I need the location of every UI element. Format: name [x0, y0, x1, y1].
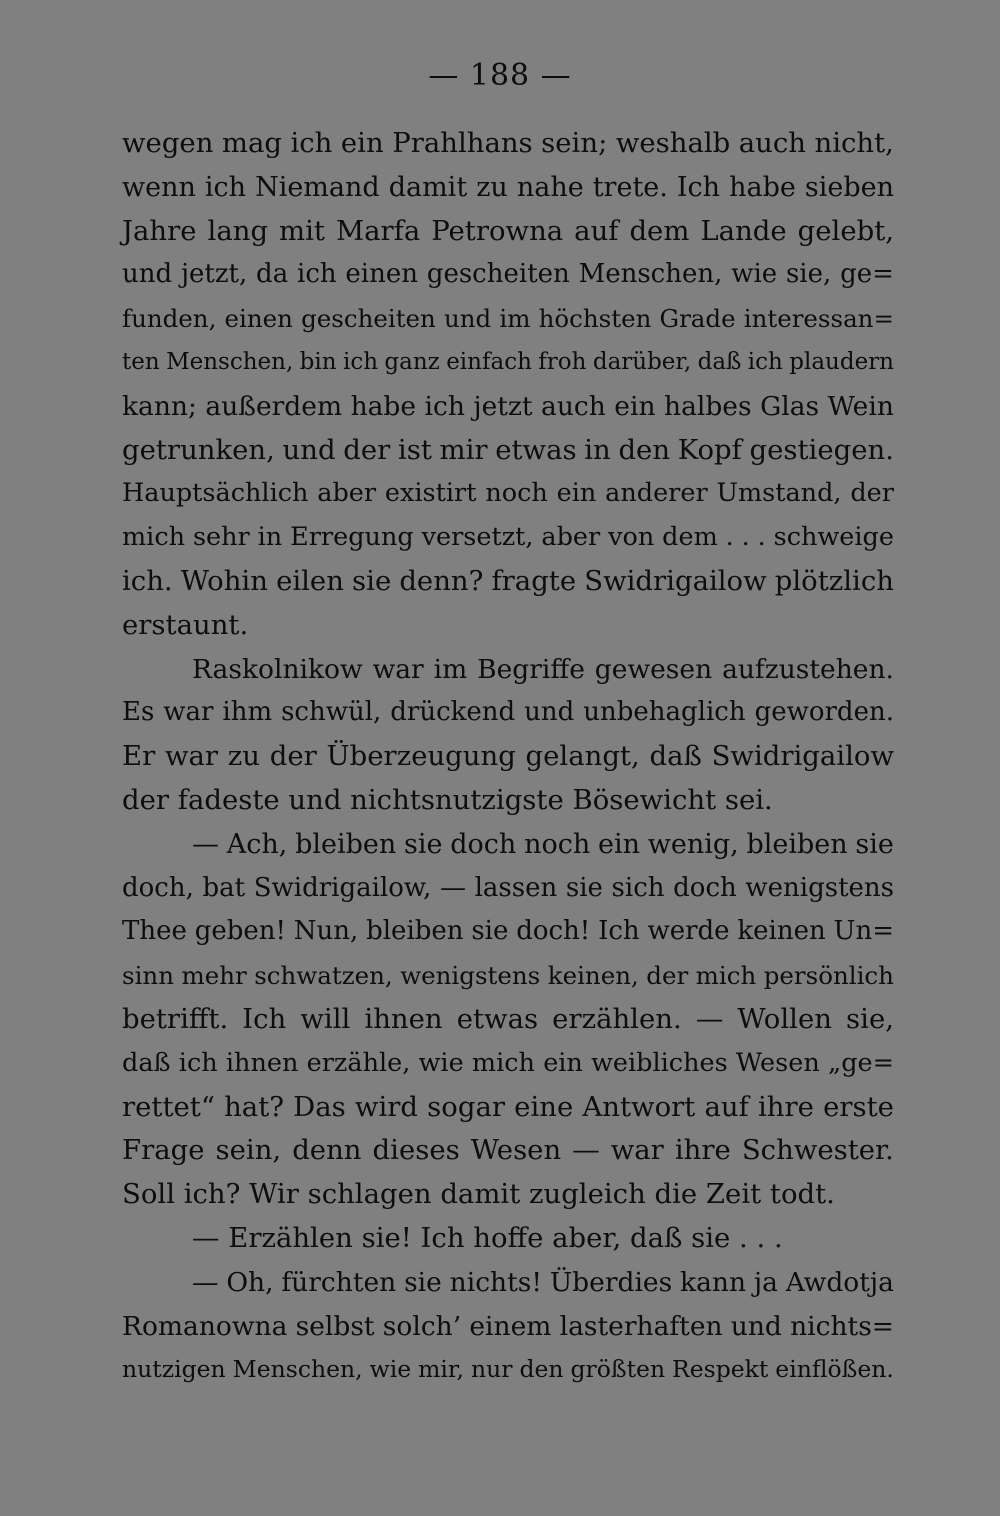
word: ich: [424, 390, 465, 422]
text-line: [122, 1129, 894, 1173]
word: ge=: [840, 259, 894, 290]
text-line: [122, 691, 894, 735]
word: zu: [476, 171, 508, 203]
word: sogar: [427, 1090, 505, 1123]
word: eilen: [276, 564, 344, 597]
word: nahe: [516, 171, 584, 203]
word: ihre: [757, 1090, 814, 1123]
word: größten: [570, 1355, 666, 1384]
word: Thee: [122, 916, 187, 947]
word: gelebt,: [797, 214, 894, 247]
word: denn?: [399, 564, 484, 597]
word: —: [192, 828, 219, 860]
word: mir: [439, 433, 488, 466]
word: ein: [614, 390, 656, 422]
word: hat?: [224, 1090, 284, 1123]
word: auch: [541, 390, 606, 422]
word: Swidrigailow: [711, 740, 894, 773]
text-line: [122, 1086, 894, 1130]
word: und: [524, 697, 575, 728]
text-line: [122, 1261, 894, 1305]
word: Wollen: [737, 1002, 832, 1035]
word: wie: [731, 259, 778, 290]
word: weibliches: [591, 1047, 728, 1078]
word: aber: [541, 522, 601, 553]
word: daß: [649, 740, 702, 773]
word: war: [164, 740, 219, 773]
word: jetzt,: [180, 259, 248, 290]
word: —: [572, 1134, 600, 1167]
text-line: der fadeste und nichtsnutzigste Bösewicht sei.: [122, 783, 773, 816]
word: anderer: [605, 478, 708, 509]
word: keinen: [737, 916, 826, 947]
word: gescheiten: [301, 304, 436, 334]
text-line: [122, 385, 894, 429]
word: ihre: [674, 1134, 731, 1167]
text-line: [122, 823, 894, 867]
word: einfach: [446, 348, 532, 375]
word: aufzustehen.: [722, 653, 894, 685]
word: ich.: [122, 564, 173, 597]
word: noch: [485, 478, 548, 509]
word: —: [695, 1002, 724, 1035]
word: Niemand: [255, 171, 380, 203]
body-text: [122, 122, 894, 1392]
text-line: [122, 516, 894, 560]
word: erzählen.: [552, 1002, 682, 1035]
word: Frage: [122, 1134, 205, 1167]
word: ihnen: [225, 1047, 299, 1078]
word: Überdies: [549, 1266, 673, 1298]
word: bleiben: [366, 916, 464, 947]
word: wenigstens: [400, 961, 541, 991]
word: weshalb: [615, 127, 731, 159]
word: geworden.: [754, 697, 894, 728]
word: sie: [855, 828, 894, 860]
word: .: [741, 522, 750, 553]
word: lasterhaften: [559, 1310, 723, 1342]
word: ich: [204, 171, 247, 203]
text-line: [122, 998, 894, 1042]
word: fragte: [491, 564, 577, 597]
word: halbes: [664, 390, 752, 422]
word: Ich: [598, 916, 640, 947]
word: sie: [404, 828, 443, 860]
word: kann;: [122, 390, 197, 422]
word: selbst: [295, 1310, 375, 1342]
text-line: [122, 735, 894, 779]
word: den: [519, 1355, 564, 1384]
word: außerdem: [205, 390, 343, 422]
word: mich: [695, 961, 757, 991]
word: kann: [680, 1266, 747, 1298]
word: sie: [471, 916, 509, 947]
word: mich: [471, 1047, 535, 1078]
word: war: [372, 653, 424, 685]
word: Schwester.: [741, 1134, 894, 1167]
word: ten: [122, 348, 160, 375]
word: Jahre: [122, 214, 197, 247]
word: Erregung: [290, 522, 414, 553]
text-line: [122, 122, 894, 166]
word: Er: [122, 740, 156, 773]
word: auf: [574, 214, 619, 247]
word: und: [443, 304, 492, 334]
word: ich: [178, 1047, 218, 1078]
word: Menschen,: [166, 348, 294, 375]
word: lang: [207, 214, 269, 247]
word: schwül,: [281, 697, 382, 728]
word: bat: [202, 872, 246, 903]
text-line: [122, 253, 894, 297]
word: ja: [753, 1266, 778, 1298]
word: denn: [292, 1134, 362, 1167]
word: habe: [729, 171, 796, 203]
page-number: — 188 —: [428, 58, 572, 93]
word: ich: [290, 127, 333, 159]
word: etwas: [456, 1002, 539, 1035]
word: Das: [293, 1090, 346, 1123]
word: mag: [221, 127, 282, 159]
word: darüber,: [592, 348, 692, 375]
word: Begriffe: [477, 653, 585, 685]
word: nutzigen: [122, 1355, 226, 1384]
word: ich: [297, 259, 337, 290]
word: Respekt: [672, 1355, 769, 1384]
word: und: [122, 259, 173, 290]
word: sie,: [785, 259, 832, 290]
word: sein;: [541, 127, 608, 159]
word: „ge=: [827, 1047, 894, 1078]
word: ihm: [222, 697, 273, 728]
word: von: [608, 522, 655, 553]
text-line: [122, 166, 894, 210]
word: und: [282, 433, 336, 466]
word: persönlich: [763, 961, 894, 991]
word: wie: [418, 1047, 464, 1078]
word: doch: [450, 828, 517, 860]
word: der: [343, 433, 391, 466]
word: plötzlich: [774, 564, 894, 597]
word: existirt: [384, 478, 477, 509]
text-line: [122, 1042, 894, 1086]
text-line: [122, 1348, 894, 1392]
word: sie: [404, 1266, 442, 1298]
word: Prahlhans: [392, 127, 533, 159]
word: .: [725, 522, 734, 553]
text-line: [122, 429, 894, 473]
word: dieses: [372, 1134, 460, 1167]
word: doch: [673, 872, 737, 903]
word: ganz: [384, 348, 440, 375]
word: einem: [469, 1310, 552, 1342]
word: einen: [224, 304, 293, 334]
word: interessan=: [743, 304, 894, 334]
word: war: [610, 1134, 664, 1167]
word: daß: [122, 1047, 171, 1078]
word: Ich: [676, 171, 721, 203]
text-line: [122, 472, 894, 516]
word: bin: [299, 348, 337, 375]
word: Wesen: [735, 1047, 820, 1078]
word: geben!: [194, 916, 286, 947]
word: Hauptsächlich: [122, 478, 309, 509]
word: Lande: [700, 214, 787, 247]
word: Ich: [242, 1002, 287, 1035]
word: eine: [514, 1090, 574, 1123]
word: mehr: [181, 961, 247, 991]
word: ich: [747, 348, 783, 375]
word: Grade: [659, 304, 736, 334]
word: Überzeugung: [326, 740, 516, 773]
word: .: [757, 522, 766, 553]
word: Awdotja: [785, 1266, 894, 1298]
word: erste: [823, 1090, 894, 1123]
word: Es: [122, 697, 155, 728]
text-line: [122, 910, 894, 954]
word: und: [730, 1310, 782, 1342]
word: gewesen: [594, 653, 713, 685]
text-line: [122, 297, 894, 341]
word: höchsten: [538, 304, 652, 334]
word: solch’: [382, 1310, 462, 1342]
word: in: [584, 433, 611, 466]
word: Raskolnikow: [192, 653, 363, 685]
word: —: [192, 1266, 219, 1298]
word: war: [163, 697, 214, 728]
word: keinen,: [547, 961, 639, 991]
word: daß: [697, 348, 742, 375]
word: betrifft.: [122, 1002, 229, 1035]
text-line: [122, 341, 894, 385]
word: gelangt,: [525, 740, 640, 773]
word: schwatzen,: [254, 961, 393, 991]
word: bleiben: [746, 828, 848, 860]
word: ein: [543, 1047, 583, 1078]
word: funden,: [122, 304, 217, 334]
word: ich: [342, 348, 379, 375]
word: froh: [538, 348, 587, 375]
word: mit: [279, 214, 325, 247]
word: Nun,: [293, 916, 359, 947]
word: da: [256, 259, 289, 290]
word: auch: [738, 127, 807, 159]
word: nicht,: [814, 127, 894, 159]
word: nur: [470, 1355, 513, 1384]
word: Wesen: [470, 1134, 562, 1167]
word: der: [850, 478, 894, 509]
word: ihnen: [364, 1002, 443, 1035]
word: ist: [397, 433, 432, 466]
word: wie: [369, 1355, 412, 1384]
word: Menschen,: [232, 1355, 363, 1384]
word: rettet“: [122, 1090, 215, 1123]
word: nichts=: [790, 1310, 894, 1342]
text-line: [122, 648, 894, 692]
word: will: [300, 1002, 351, 1035]
word: wird: [354, 1090, 418, 1123]
word: werde: [647, 916, 730, 947]
word: Wohin: [180, 564, 268, 597]
word: Umstand,: [716, 478, 842, 509]
word: doch!: [516, 916, 591, 947]
word: zu: [227, 740, 260, 773]
word: wenig,: [647, 828, 739, 860]
word: etwas: [495, 433, 577, 466]
word: ein: [556, 478, 597, 509]
word: Menschen,: [578, 259, 723, 290]
word: im: [433, 653, 468, 685]
word: Glas: [760, 390, 820, 422]
word: Wein: [827, 390, 894, 422]
word: Antwort: [582, 1090, 696, 1123]
word: Swidrigailow,: [253, 872, 432, 903]
word: sie: [565, 872, 603, 903]
word: sie: [352, 564, 392, 597]
word: ein: [340, 127, 384, 159]
word: Swidrigailow: [584, 564, 767, 597]
word: trete.: [592, 171, 668, 203]
word: unbehaglich: [583, 697, 746, 728]
word: wenn: [122, 171, 196, 203]
word: gestiegen.: [749, 433, 894, 466]
word: getrunken,: [122, 433, 275, 466]
word: Romanowna: [122, 1310, 288, 1342]
word: bleiben: [295, 828, 397, 860]
word: auf: [704, 1090, 749, 1123]
word: dem: [629, 214, 690, 247]
word: schweige: [773, 522, 894, 553]
word: habe: [350, 390, 417, 422]
word: Ach,: [226, 828, 288, 860]
word: noch: [524, 828, 591, 860]
word: im: [499, 304, 531, 334]
word: mir,: [418, 1355, 465, 1384]
word: plaudern: [789, 348, 894, 375]
text-line: erstaunt.: [122, 608, 249, 641]
word: der: [646, 961, 689, 991]
text-line: — Erzählen sie! Ich hoffe aber, daß sie . . .: [192, 1221, 783, 1254]
word: dem: [662, 522, 718, 553]
word: wegen: [122, 127, 214, 159]
word: der: [269, 740, 317, 773]
word: sehr: [192, 522, 250, 553]
word: ein: [597, 828, 640, 860]
word: sinn: [122, 961, 174, 991]
text-line: [122, 1305, 894, 1349]
word: in: [257, 522, 283, 553]
word: Oh,: [226, 1266, 274, 1298]
word: sie,: [846, 1002, 894, 1035]
word: gescheiten: [426, 259, 570, 290]
word: den: [618, 433, 671, 466]
text-line: [122, 867, 894, 911]
word: nichts!: [449, 1266, 543, 1298]
text-line: [122, 210, 894, 254]
word: Petrowna: [431, 214, 564, 247]
word: doch,: [122, 872, 194, 903]
word: Kopf: [677, 433, 742, 466]
word: mich: [122, 522, 186, 553]
word: Un=: [833, 916, 894, 947]
word: aber: [317, 478, 377, 509]
word: jetzt: [473, 390, 533, 422]
text-line: Soll ich? Wir schlagen damit zugleich die Zeit todt.: [122, 1178, 835, 1211]
word: sieben: [804, 171, 894, 203]
word: sich: [611, 872, 665, 903]
word: erzähle,: [306, 1047, 411, 1078]
word: einflößen.: [775, 1355, 894, 1384]
word: wenigstens: [745, 872, 894, 903]
text-line: [122, 560, 894, 604]
word: drückend: [390, 697, 516, 728]
word: —: [439, 872, 466, 903]
word: einen: [345, 259, 419, 290]
word: damit: [388, 171, 468, 203]
text-line: [122, 954, 894, 998]
word: sein,: [215, 1134, 282, 1167]
word: lassen: [474, 872, 558, 903]
word: Marfa: [335, 214, 421, 247]
word: versetzt,: [421, 522, 534, 553]
word: fürchten: [281, 1266, 397, 1298]
